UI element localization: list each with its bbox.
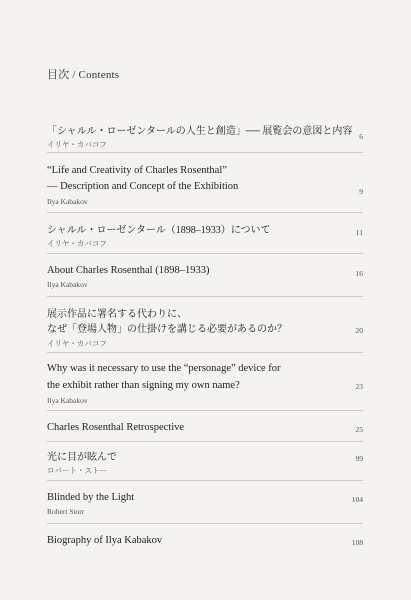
entry-title-line-2: — Description and Concept of the Exhibition [47,181,239,192]
entry-title-line-1: Why was it necessary to use the “personage” device for [47,363,281,374]
entry-page-number: 20 [355,326,363,335]
divider [47,296,363,297]
entry-page-number: 23 [355,382,363,391]
entry-author: イリヤ・カバコフ [47,239,107,248]
entry-page-number: 6 [359,132,363,141]
entry-title-line-1: 展示作品に署名する代わりに、 [47,309,187,320]
entry-title: Blinded by the Light [47,492,135,503]
entry-page-number: 9 [359,187,363,196]
entry-title: シャルル・ローゼンタール（1898–1933）について [47,225,271,236]
divider [47,480,363,481]
divider [47,212,363,213]
entry-title: About Charles Rosenthal (1898–1933) [47,265,210,276]
entry-author: ロバート・ストー [47,466,107,475]
entry-title: 光に目が眩んで [47,452,117,463]
entry-author: イリヤ・カバコフ [47,339,107,348]
divider [47,352,363,353]
entry-author: Ilya Kabakov [47,396,88,405]
contents-heading: 目次 / Contents [47,69,120,81]
entry-page-number: 104 [351,495,363,504]
divider [47,253,363,254]
entry-page-number: 99 [355,454,363,463]
entry-author: イリヤ・カバコフ [47,140,107,149]
entry-title: Biography of Ilya Kabakov [47,535,163,546]
entry-page-number: 16 [355,269,363,278]
divider [47,152,363,153]
entry-author: Robert Storr [47,507,85,516]
entry-title: Charles Rosenthal Retrospective [47,422,185,433]
entry-page-number: 108 [351,538,363,547]
divider [47,410,363,411]
entry-author: Ilya Kabakov [47,197,88,206]
divider [47,441,363,442]
entry-author: Ilya Kabakov [47,280,88,289]
entry-page-number: 11 [355,228,363,237]
entry-page-number: 25 [355,425,363,434]
divider [47,523,363,524]
entry-title-line-2: なぜ「登場人物」の仕掛けを講じる必要があるのか？ [47,324,287,335]
entry-title-line-2: the exhibit rather than signing my own name? [47,380,240,391]
entry-title: 「シャルル・ローゼンタールの人生と創造」── 展覧会の意図と内容 [47,126,353,137]
entry-title-line-1: “Life and Creativity of Charles Rosenthal” [47,165,227,176]
